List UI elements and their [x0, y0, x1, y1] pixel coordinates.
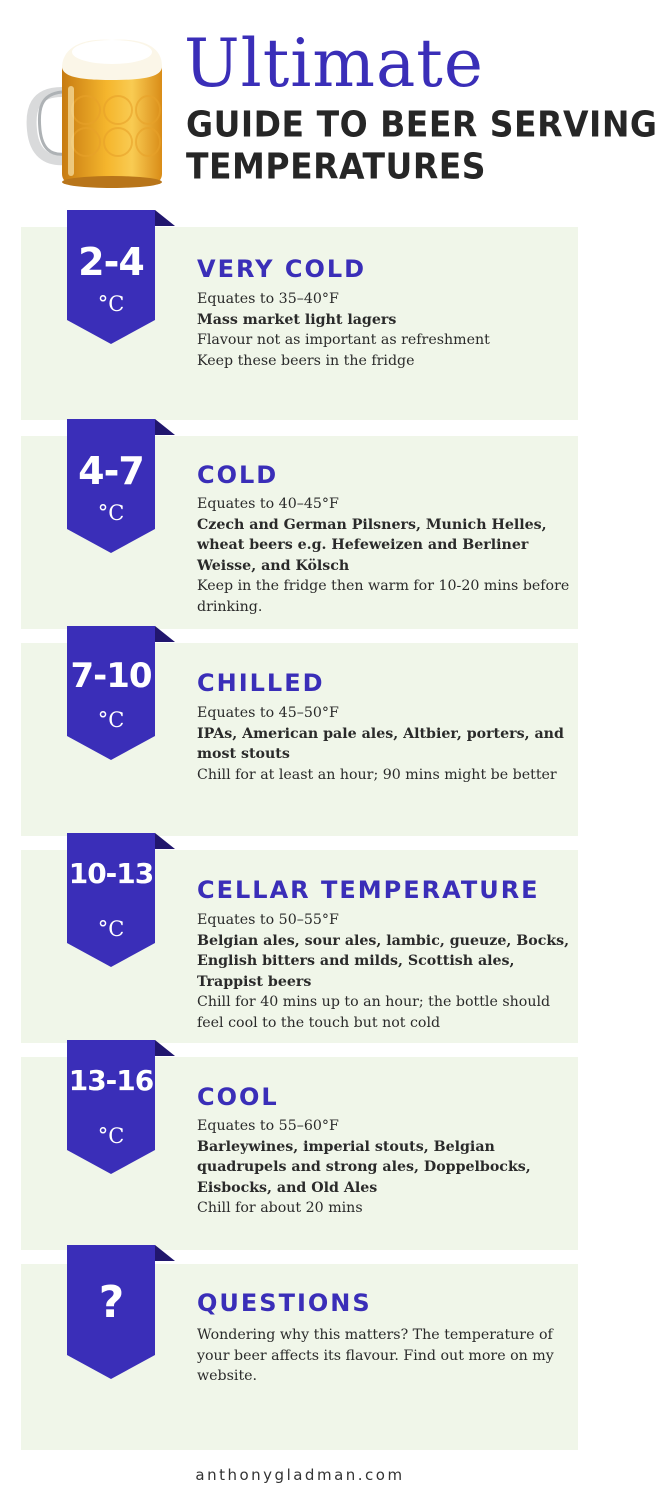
equates-text: Equates to 50–55°F: [197, 912, 339, 928]
equates-text: Equates to 55–60°F: [197, 1118, 339, 1134]
temp-range: 4-7: [78, 449, 144, 493]
note-text: Chill for about 20 mins: [197, 1200, 363, 1216]
temp-badge: [67, 419, 175, 553]
section-body: [197, 703, 572, 785]
section-title: CHILLED: [197, 669, 325, 697]
section-body: [197, 1325, 572, 1387]
equates-text: Equates to 40–45°F: [197, 496, 339, 512]
equates-text: Equates to 45–50°F: [197, 705, 339, 721]
title-main: Ultimate: [184, 25, 484, 102]
temp-badge: [67, 833, 175, 967]
temp-badge: [67, 1040, 175, 1174]
section-body: [197, 289, 572, 371]
temp-range: 2-4: [78, 240, 144, 284]
temp-badge: [67, 626, 175, 760]
temp-range: 7-10: [70, 656, 152, 696]
temp-range: 10-13: [68, 857, 154, 890]
section-title: COOL: [197, 1083, 279, 1111]
footer-website[interactable]: anthonygladman.com: [195, 1466, 405, 1484]
beer-styles: Barleywines, imperial stouts, Belgian quadrupels and strong ales, Doppelbocks, Eisbocks, and Old Ales: [197, 1138, 531, 1196]
badge-ribbon-shape: [67, 1040, 175, 1174]
note-text: Keep these beers in the fridge: [197, 352, 415, 369]
note-text: Chill for at least an hour; 90 mins might be better: [197, 766, 557, 783]
section-body: [197, 1116, 572, 1219]
note-text: Chill for 40 mins up to an hour; the bottle should feel cool to the touch but not cold: [197, 994, 551, 1031]
equates-text: Equates to 35–40°F: [197, 291, 339, 307]
header: [0, 0, 658, 205]
temp-badge: [67, 210, 175, 344]
temp-unit: °C: [97, 501, 125, 525]
section-title: VERY COLD: [197, 255, 367, 283]
beer-styles: Mass market light lagers: [197, 311, 397, 328]
beer-styles: Belgian ales, sour ales, lambic, gueuze, Bocks, English bitters and milds, Scottish ales, Trappist beers: [197, 932, 570, 990]
beer-styles: IPAs, American pale ales, Altbier, porters, and most stouts: [197, 725, 564, 762]
section-title: QUESTIONS: [197, 1289, 372, 1317]
title-sub-line1: GUIDE TO BEER SERVING: [186, 103, 658, 146]
section-title: COLD: [197, 461, 279, 489]
note-text: Wondering why this matters? The temperature of your beer affects its flavour. Find out more on my website.: [197, 1327, 554, 1384]
temp-unit: °C: [97, 708, 125, 732]
beer-styles: Czech and German Pilsners, Munich Helles, wheat beers e.g. Hefeweizen and Berliner Weisse, and Kölsch: [197, 516, 547, 574]
temp-unit: °C: [97, 1124, 125, 1148]
question-mark: ?: [98, 1277, 124, 1328]
temp-unit: °C: [97, 292, 125, 316]
section-body: [197, 494, 572, 617]
note-text: Flavour not as important as refreshment: [197, 332, 490, 348]
question-badge: [67, 1245, 175, 1379]
badge-ribbon-shape: [67, 833, 175, 967]
note-text: Keep in the fridge then warm for 10-20 mins before drinking.: [197, 578, 570, 615]
section-body: [197, 910, 572, 1033]
title-sub-line2: TEMPERATURES: [186, 145, 487, 188]
section-title: CELLAR TEMPERATURE: [197, 876, 540, 904]
temp-unit: °C: [97, 917, 125, 941]
temp-range: 13-16: [68, 1064, 154, 1097]
beer-mug-icon: [28, 30, 168, 190]
